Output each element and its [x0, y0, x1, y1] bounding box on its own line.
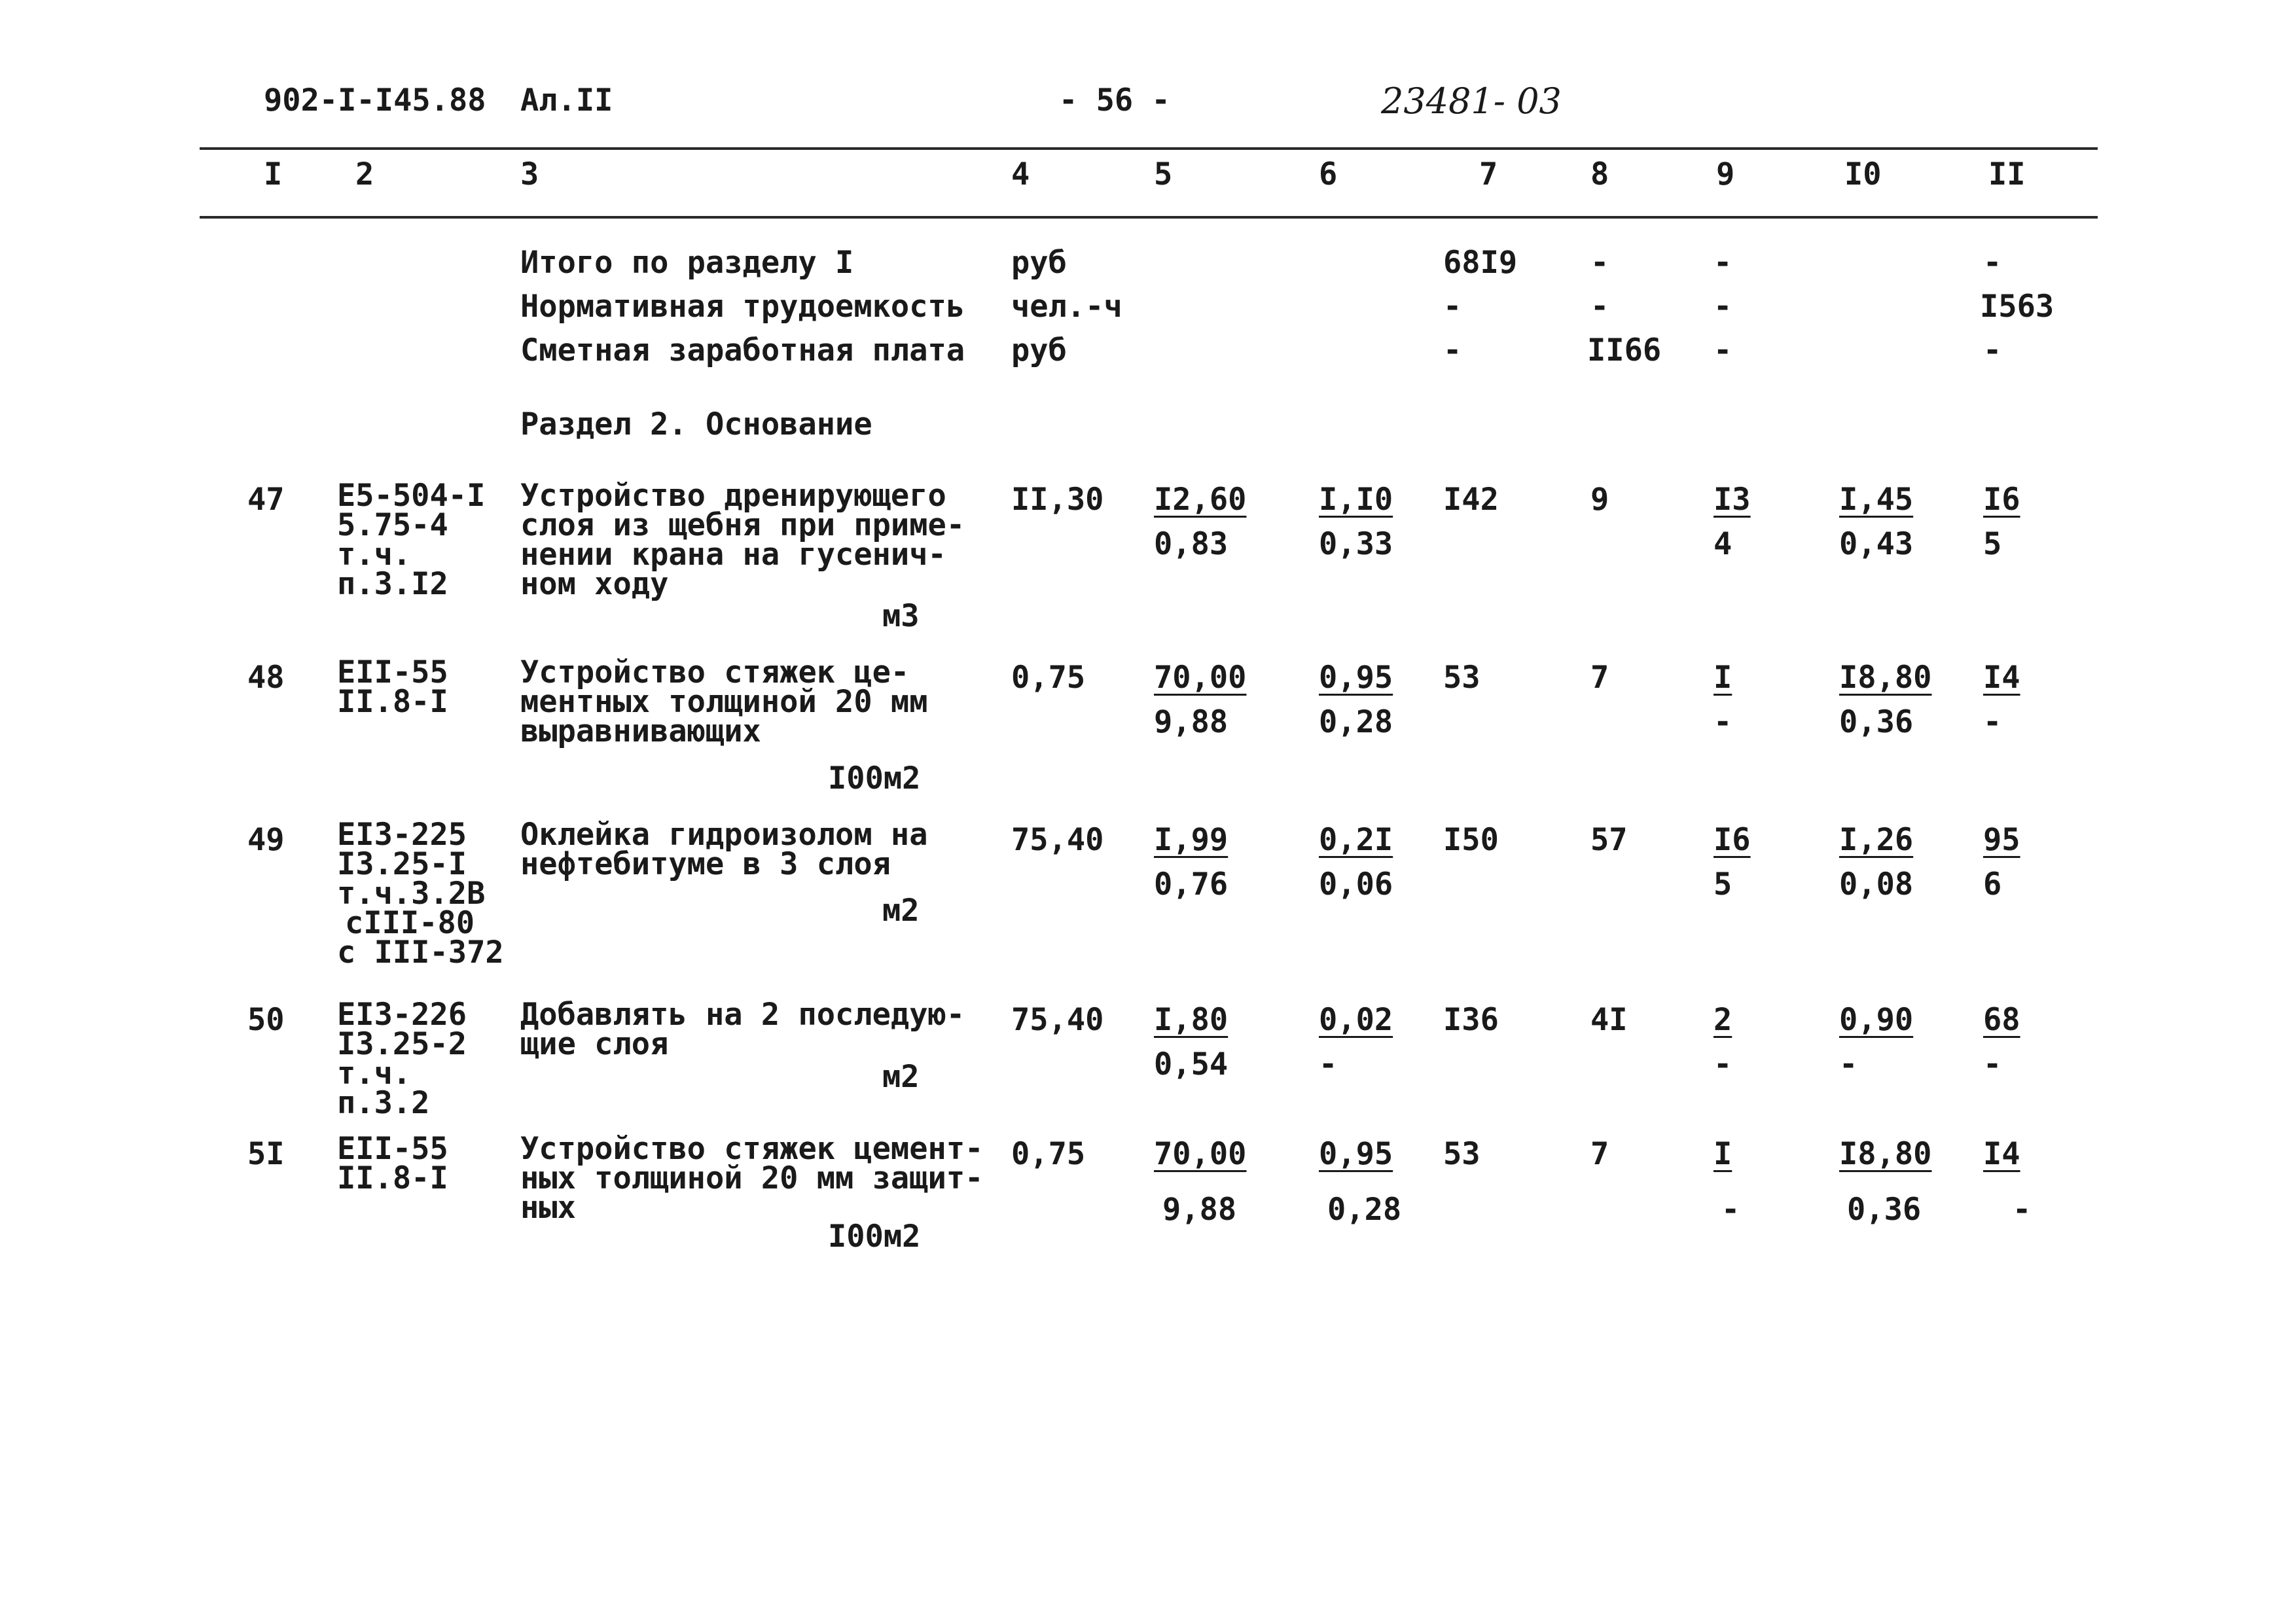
column-header: 6	[1319, 156, 1338, 192]
col11-top: I6	[1983, 482, 2020, 518]
desc-line: ных	[520, 1190, 576, 1226]
desc-line: Устройство стяжек це-	[520, 654, 910, 690]
summary-col11: -	[1983, 332, 2002, 368]
code-line: I3.25-2	[337, 1026, 467, 1062]
col9-bottom: 5	[1713, 866, 1732, 902]
table-top-rule	[200, 147, 2098, 150]
col11-bottom: -	[1983, 1046, 2002, 1082]
col5-top: I,99	[1154, 822, 1229, 858]
col9-bottom: -	[1713, 704, 1732, 740]
code-line: с III-372	[337, 935, 504, 971]
col10-bottom: 0,36	[1847, 1192, 1922, 1228]
code-line: п.3.I2	[337, 566, 448, 602]
row-number: 47	[247, 482, 285, 518]
summary-label: Итого по разделу I	[520, 245, 854, 281]
work-description	[520, 1131, 984, 1226]
col11-top: I4	[1983, 660, 2020, 696]
code-line: II.8-I	[337, 684, 448, 720]
summary-col7: -	[1443, 332, 1462, 368]
summary-col7: -	[1443, 289, 1462, 325]
summary-unit: руб	[1011, 245, 1067, 281]
col8: 9	[1590, 482, 1609, 518]
work-description	[520, 997, 965, 1062]
col10-top: 0,90	[1839, 1002, 1914, 1038]
desc-line: Оклейка гидроизолом на	[520, 817, 928, 853]
col5-top: 70,00	[1154, 660, 1247, 696]
column-header: 4	[1011, 156, 1030, 192]
column-header: II	[1988, 156, 2026, 192]
quantity: 0,75	[1011, 660, 1086, 696]
summary-col9: -	[1713, 289, 1732, 325]
col5-bottom: 0,76	[1154, 866, 1229, 902]
summary-col8: -	[1590, 289, 1609, 325]
column-header: I0	[1844, 156, 1882, 192]
col7: I42	[1443, 482, 1499, 518]
code-line: 5.75-4	[337, 507, 448, 543]
rate-code	[337, 1131, 448, 1196]
desc-line: Добавлять на 2 последую-	[520, 997, 965, 1033]
col8: 4I	[1590, 1002, 1628, 1038]
col7: I36	[1443, 1002, 1499, 1038]
table-header-rule	[200, 216, 2098, 219]
col11-bottom: -	[2013, 1192, 2032, 1228]
work-description	[520, 478, 965, 602]
col6-top: 0,95	[1319, 660, 1393, 696]
col6-bottom: -	[1319, 1046, 1338, 1082]
col9-bottom: 4	[1713, 526, 1732, 562]
col5-bottom: 0,83	[1154, 526, 1229, 562]
col9-bottom: -	[1713, 1046, 1732, 1082]
unit-of-measure: I00м2	[828, 760, 921, 796]
col5-top: 70,00	[1154, 1136, 1247, 1172]
col10-bottom: 0,43	[1839, 526, 1914, 562]
desc-line: слоя из щебня при приме-	[520, 507, 965, 543]
code-line: т.ч.	[337, 1056, 412, 1092]
desc-line: Устройство стяжек цемент-	[520, 1131, 984, 1167]
column-header: I	[264, 156, 283, 192]
rate-code	[337, 997, 467, 1121]
col11-top: 68	[1983, 1002, 2020, 1038]
code-line: cIII-80	[345, 905, 475, 941]
code-line: т.ч.	[337, 537, 412, 573]
row-number: 49	[247, 822, 285, 858]
desc-line: щие слоя	[520, 1026, 669, 1062]
desc-line: выравнивающих	[520, 713, 761, 749]
summary-col11: I563	[1980, 289, 2054, 325]
col6-top: 0,95	[1319, 1136, 1393, 1172]
col9-top: I	[1713, 660, 1732, 696]
col11-bottom: 5	[1983, 526, 2002, 562]
summary-col8: II66	[1587, 332, 1662, 368]
col6-bottom: 0,28	[1319, 704, 1393, 740]
unit-of-measure: м3	[882, 598, 920, 634]
column-header: 5	[1154, 156, 1173, 192]
col11-bottom: 6	[1983, 866, 2002, 902]
col5-bottom: 0,54	[1154, 1046, 1229, 1082]
column-header: 7	[1479, 156, 1498, 192]
col5-top: I2,60	[1154, 482, 1247, 518]
desc-line: ментных толщиной 20 мм	[520, 684, 928, 720]
col10-top: I,45	[1839, 482, 1914, 518]
col11-bottom: -	[1983, 704, 2002, 740]
summary-unit: чел.-ч	[1011, 289, 1122, 325]
col6-bottom: 0,28	[1327, 1192, 1402, 1228]
col6-bottom: 0,06	[1319, 866, 1393, 902]
col8: 7	[1590, 660, 1609, 696]
code-line: ЕII-55	[337, 654, 448, 690]
summary-label: Сметная заработная плата	[520, 332, 965, 368]
quantity: 75,40	[1011, 822, 1104, 858]
summary-col7: 68I9	[1443, 245, 1518, 281]
summary-label: Нормативная трудоемкость	[520, 289, 965, 325]
col6-top: 0,02	[1319, 1002, 1393, 1038]
page-number: - 56 -	[1059, 82, 1170, 118]
col6-bottom: 0,33	[1319, 526, 1393, 562]
summary-unit: руб	[1011, 332, 1067, 368]
unit-of-measure: м2	[882, 1059, 920, 1095]
handwritten-number: 23481- 03	[1381, 80, 1562, 122]
desc-line: нефтебитуме в 3 слоя	[520, 846, 891, 882]
col5-top: I,80	[1154, 1002, 1229, 1038]
album-number: Ал.II	[520, 82, 613, 118]
col9-bottom: -	[1721, 1192, 1740, 1228]
document-code: 902-I-I45.88	[264, 82, 486, 118]
section-title: Раздел 2. Основание	[520, 406, 872, 442]
col10-top: I,26	[1839, 822, 1914, 858]
col7: 53	[1443, 660, 1480, 696]
desc-line: ных толщиной 20 мм защит-	[520, 1160, 984, 1196]
summary-col8: -	[1590, 245, 1609, 281]
work-description	[520, 654, 928, 749]
rate-code	[337, 817, 504, 971]
col10-top: I8,80	[1839, 660, 1932, 696]
col7: 53	[1443, 1136, 1480, 1172]
col10-bottom: 0,36	[1839, 704, 1914, 740]
work-description	[520, 817, 928, 882]
quantity: 0,75	[1011, 1136, 1086, 1172]
column-header: 8	[1590, 156, 1609, 192]
code-line: ЕII-55	[337, 1131, 448, 1167]
rate-code	[337, 654, 448, 720]
col9-top: I3	[1713, 482, 1751, 518]
col6-top: 0,2I	[1319, 822, 1393, 858]
code-line: п.3.2	[337, 1085, 430, 1121]
desc-line: ном ходу	[520, 566, 669, 602]
column-header: 9	[1716, 156, 1735, 192]
row-number: 5I	[247, 1136, 285, 1172]
col5-bottom: 9,88	[1162, 1192, 1237, 1228]
summary-col9: -	[1713, 245, 1732, 281]
col10-bottom: 0,08	[1839, 866, 1914, 902]
col10-top: I8,80	[1839, 1136, 1932, 1172]
code-line: т.ч.3.2В	[337, 876, 486, 912]
col9-top: I6	[1713, 822, 1751, 858]
code-line: ЕI3-225	[337, 817, 467, 853]
code-line: II.8-I	[337, 1160, 448, 1196]
unit-of-measure: м2	[882, 893, 920, 929]
summary-col9: -	[1713, 332, 1732, 368]
column-header: 3	[520, 156, 539, 192]
unit-of-measure: I00м2	[828, 1219, 921, 1255]
desc-line: Устройство дренирующего	[520, 478, 946, 514]
row-number: 50	[247, 1002, 285, 1038]
col5-bottom: 9,88	[1154, 704, 1229, 740]
code-line: ЕI3-226	[337, 997, 467, 1033]
col9-top: 2	[1713, 1002, 1732, 1038]
quantity: 75,40	[1011, 1002, 1104, 1038]
rate-code	[337, 478, 486, 602]
summary-col11: -	[1983, 245, 2002, 281]
code-line: Е5-504-I	[337, 478, 486, 514]
code-line: I3.25-I	[337, 846, 467, 882]
column-header: 2	[355, 156, 374, 192]
col11-top: I4	[1983, 1136, 2020, 1172]
col8: 57	[1590, 822, 1628, 858]
row-number: 48	[247, 660, 285, 696]
col7: I50	[1443, 822, 1499, 858]
col10-bottom: -	[1839, 1046, 1858, 1082]
desc-line: нении крана на гусенич-	[520, 537, 946, 573]
col6-top: I,I0	[1319, 482, 1393, 518]
col8: 7	[1590, 1136, 1609, 1172]
col9-top: I	[1713, 1136, 1732, 1172]
col11-top: 95	[1983, 822, 2020, 858]
quantity: II,30	[1011, 482, 1104, 518]
